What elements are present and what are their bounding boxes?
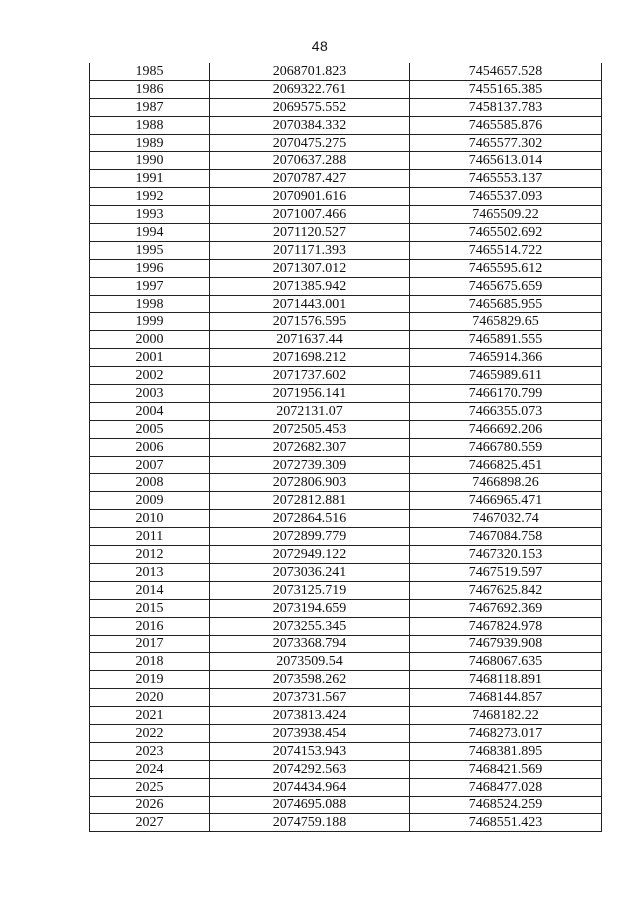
table-row	[90, 152, 602, 170]
x-coordinate-cell: 2070787.427	[210, 170, 410, 188]
y-coordinate-cell: 7466965.471	[410, 492, 602, 510]
table-row	[90, 63, 602, 80]
x-coordinate-cell: 2073813.424	[210, 707, 410, 725]
x-coordinate-cell: 2072131.07	[210, 402, 410, 420]
x-coordinate-cell: 2074759.188	[210, 814, 410, 832]
point-number-cell: 1993	[90, 206, 210, 224]
table-row	[90, 581, 602, 599]
table-row	[90, 116, 602, 134]
x-coordinate-cell: 2070475.275	[210, 134, 410, 152]
x-coordinate-cell: 2072949.122	[210, 546, 410, 564]
table-row	[90, 277, 602, 295]
table-row	[90, 474, 602, 492]
table-row	[90, 438, 602, 456]
point-number-cell: 2021	[90, 707, 210, 725]
x-coordinate-cell: 2069575.552	[210, 98, 410, 116]
x-coordinate-cell: 2073598.262	[210, 671, 410, 689]
y-coordinate-cell: 7465613.014	[410, 152, 602, 170]
y-coordinate-cell: 7468067.635	[410, 653, 602, 671]
x-coordinate-cell: 2073036.241	[210, 563, 410, 581]
point-number-cell: 1990	[90, 152, 210, 170]
table-row	[90, 295, 602, 313]
x-coordinate-cell: 2071637.44	[210, 331, 410, 349]
table-row	[90, 241, 602, 259]
coordinates-table-body	[90, 63, 602, 832]
point-number-cell: 2027	[90, 814, 210, 832]
y-coordinate-cell: 7465891.555	[410, 331, 602, 349]
table-row	[90, 760, 602, 778]
table-row	[90, 546, 602, 564]
x-coordinate-cell: 2074153.943	[210, 742, 410, 760]
y-coordinate-cell: 7466898.26	[410, 474, 602, 492]
point-number-cell: 1998	[90, 295, 210, 313]
table-row	[90, 349, 602, 367]
x-coordinate-cell: 2072812.881	[210, 492, 410, 510]
table-row	[90, 134, 602, 152]
y-coordinate-cell: 7468381.895	[410, 742, 602, 760]
y-coordinate-cell: 7465829.65	[410, 313, 602, 331]
point-number-cell: 1995	[90, 241, 210, 259]
table-row	[90, 689, 602, 707]
y-coordinate-cell: 7468421.569	[410, 760, 602, 778]
table-row	[90, 635, 602, 653]
x-coordinate-cell: 2073194.659	[210, 599, 410, 617]
point-number-cell: 2000	[90, 331, 210, 349]
point-number-cell: 1989	[90, 134, 210, 152]
table-row	[90, 510, 602, 528]
point-number-cell: 2003	[90, 385, 210, 403]
y-coordinate-cell: 7467084.758	[410, 528, 602, 546]
x-coordinate-cell: 2071171.393	[210, 241, 410, 259]
y-coordinate-cell: 7468551.423	[410, 814, 602, 832]
point-number-cell: 2008	[90, 474, 210, 492]
point-number-cell: 2022	[90, 724, 210, 742]
y-coordinate-cell: 7468524.259	[410, 796, 602, 814]
x-coordinate-cell: 2072505.453	[210, 420, 410, 438]
point-number-cell: 2006	[90, 438, 210, 456]
y-coordinate-cell: 7458137.783	[410, 98, 602, 116]
y-coordinate-cell: 7467032.74	[410, 510, 602, 528]
x-coordinate-cell: 2071956.141	[210, 385, 410, 403]
point-number-cell: 2002	[90, 367, 210, 385]
table-row	[90, 170, 602, 188]
table-row	[90, 796, 602, 814]
point-number-cell: 2018	[90, 653, 210, 671]
table-row	[90, 367, 602, 385]
table-row	[90, 814, 602, 832]
table-row	[90, 188, 602, 206]
x-coordinate-cell: 2071007.466	[210, 206, 410, 224]
x-coordinate-cell: 2071307.012	[210, 259, 410, 277]
y-coordinate-cell: 7466355.073	[410, 402, 602, 420]
y-coordinate-cell: 7468118.891	[410, 671, 602, 689]
point-number-cell: 2023	[90, 742, 210, 760]
y-coordinate-cell: 7468273.017	[410, 724, 602, 742]
table-row	[90, 402, 602, 420]
table-row	[90, 313, 602, 331]
x-coordinate-cell: 2071443.001	[210, 295, 410, 313]
point-number-cell: 1988	[90, 116, 210, 134]
table-row	[90, 206, 602, 224]
point-number-cell: 2019	[90, 671, 210, 689]
y-coordinate-cell: 7454657.528	[410, 63, 602, 80]
point-number-cell: 1987	[90, 98, 210, 116]
point-number-cell: 1992	[90, 188, 210, 206]
table-row	[90, 259, 602, 277]
table-row	[90, 707, 602, 725]
y-coordinate-cell: 7466780.559	[410, 438, 602, 456]
table-row	[90, 617, 602, 635]
table-row	[90, 671, 602, 689]
y-coordinate-cell: 7465914.366	[410, 349, 602, 367]
point-number-cell: 2024	[90, 760, 210, 778]
table-row	[90, 224, 602, 242]
x-coordinate-cell: 2070637.288	[210, 152, 410, 170]
coordinates-table	[89, 63, 602, 832]
point-number-cell: 2026	[90, 796, 210, 814]
point-number-cell: 1996	[90, 259, 210, 277]
y-coordinate-cell: 7468477.028	[410, 778, 602, 796]
table-row	[90, 80, 602, 98]
x-coordinate-cell: 2071698.212	[210, 349, 410, 367]
point-number-cell: 1997	[90, 277, 210, 295]
table-row	[90, 492, 602, 510]
y-coordinate-cell: 7465585.876	[410, 116, 602, 134]
x-coordinate-cell: 2071737.602	[210, 367, 410, 385]
x-coordinate-cell: 2073938.454	[210, 724, 410, 742]
y-coordinate-cell: 7467625.842	[410, 581, 602, 599]
point-number-cell: 2011	[90, 528, 210, 546]
x-coordinate-cell: 2068701.823	[210, 63, 410, 80]
point-number-cell: 1986	[90, 80, 210, 98]
y-coordinate-cell: 7467824.978	[410, 617, 602, 635]
x-coordinate-cell: 2074695.088	[210, 796, 410, 814]
y-coordinate-cell: 7467692.369	[410, 599, 602, 617]
y-coordinate-cell: 7465514.722	[410, 241, 602, 259]
x-coordinate-cell: 2072682.307	[210, 438, 410, 456]
point-number-cell: 2007	[90, 456, 210, 474]
y-coordinate-cell: 7465577.302	[410, 134, 602, 152]
x-coordinate-cell: 2072899.779	[210, 528, 410, 546]
table-row	[90, 331, 602, 349]
y-coordinate-cell: 7465502.692	[410, 224, 602, 242]
point-number-cell: 1991	[90, 170, 210, 188]
point-number-cell: 2004	[90, 402, 210, 420]
point-number-cell: 2016	[90, 617, 210, 635]
x-coordinate-cell: 2070901.616	[210, 188, 410, 206]
x-coordinate-cell: 2072739.309	[210, 456, 410, 474]
y-coordinate-cell: 7466170.799	[410, 385, 602, 403]
y-coordinate-cell: 7455165.385	[410, 80, 602, 98]
x-coordinate-cell: 2070384.332	[210, 116, 410, 134]
x-coordinate-cell: 2073731.567	[210, 689, 410, 707]
x-coordinate-cell: 2071576.595	[210, 313, 410, 331]
y-coordinate-cell: 7465675.659	[410, 277, 602, 295]
table-row	[90, 456, 602, 474]
y-coordinate-cell: 7465685.955	[410, 295, 602, 313]
x-coordinate-cell: 2071120.527	[210, 224, 410, 242]
point-number-cell: 2001	[90, 349, 210, 367]
y-coordinate-cell: 7465595.612	[410, 259, 602, 277]
x-coordinate-cell: 2074292.563	[210, 760, 410, 778]
point-number-cell: 1985	[90, 63, 210, 80]
y-coordinate-cell: 7466825.451	[410, 456, 602, 474]
y-coordinate-cell: 7467320.153	[410, 546, 602, 564]
point-number-cell: 2014	[90, 581, 210, 599]
table-row	[90, 385, 602, 403]
table-row	[90, 599, 602, 617]
point-number-cell: 2012	[90, 546, 210, 564]
table-row	[90, 563, 602, 581]
point-number-cell: 2009	[90, 492, 210, 510]
y-coordinate-cell: 7466692.206	[410, 420, 602, 438]
y-coordinate-cell: 7465989.611	[410, 367, 602, 385]
point-number-cell: 2020	[90, 689, 210, 707]
table-row	[90, 742, 602, 760]
point-number-cell: 2017	[90, 635, 210, 653]
point-number-cell: 2010	[90, 510, 210, 528]
x-coordinate-cell: 2069322.761	[210, 80, 410, 98]
point-number-cell: 2013	[90, 563, 210, 581]
y-coordinate-cell: 7468144.857	[410, 689, 602, 707]
table-row	[90, 724, 602, 742]
x-coordinate-cell: 2071385.942	[210, 277, 410, 295]
point-number-cell: 2015	[90, 599, 210, 617]
y-coordinate-cell: 7465509.22	[410, 206, 602, 224]
point-number-cell: 1999	[90, 313, 210, 331]
x-coordinate-cell: 2073255.345	[210, 617, 410, 635]
table-row	[90, 98, 602, 116]
x-coordinate-cell: 2072864.516	[210, 510, 410, 528]
point-number-cell: 1994	[90, 224, 210, 242]
y-coordinate-cell: 7467939.908	[410, 635, 602, 653]
page-number: 48	[311, 38, 329, 54]
table-row	[90, 528, 602, 546]
x-coordinate-cell: 2073125.719	[210, 581, 410, 599]
table-row	[90, 653, 602, 671]
point-number-cell: 2025	[90, 778, 210, 796]
x-coordinate-cell: 2074434.964	[210, 778, 410, 796]
y-coordinate-cell: 7467519.597	[410, 563, 602, 581]
x-coordinate-cell: 2073509.54	[210, 653, 410, 671]
y-coordinate-cell: 7465537.093	[410, 188, 602, 206]
x-coordinate-cell: 2072806.903	[210, 474, 410, 492]
table-row	[90, 420, 602, 438]
y-coordinate-cell: 7468182.22	[410, 707, 602, 725]
point-number-cell: 2005	[90, 420, 210, 438]
x-coordinate-cell: 2073368.794	[210, 635, 410, 653]
table-row	[90, 778, 602, 796]
y-coordinate-cell: 7465553.137	[410, 170, 602, 188]
